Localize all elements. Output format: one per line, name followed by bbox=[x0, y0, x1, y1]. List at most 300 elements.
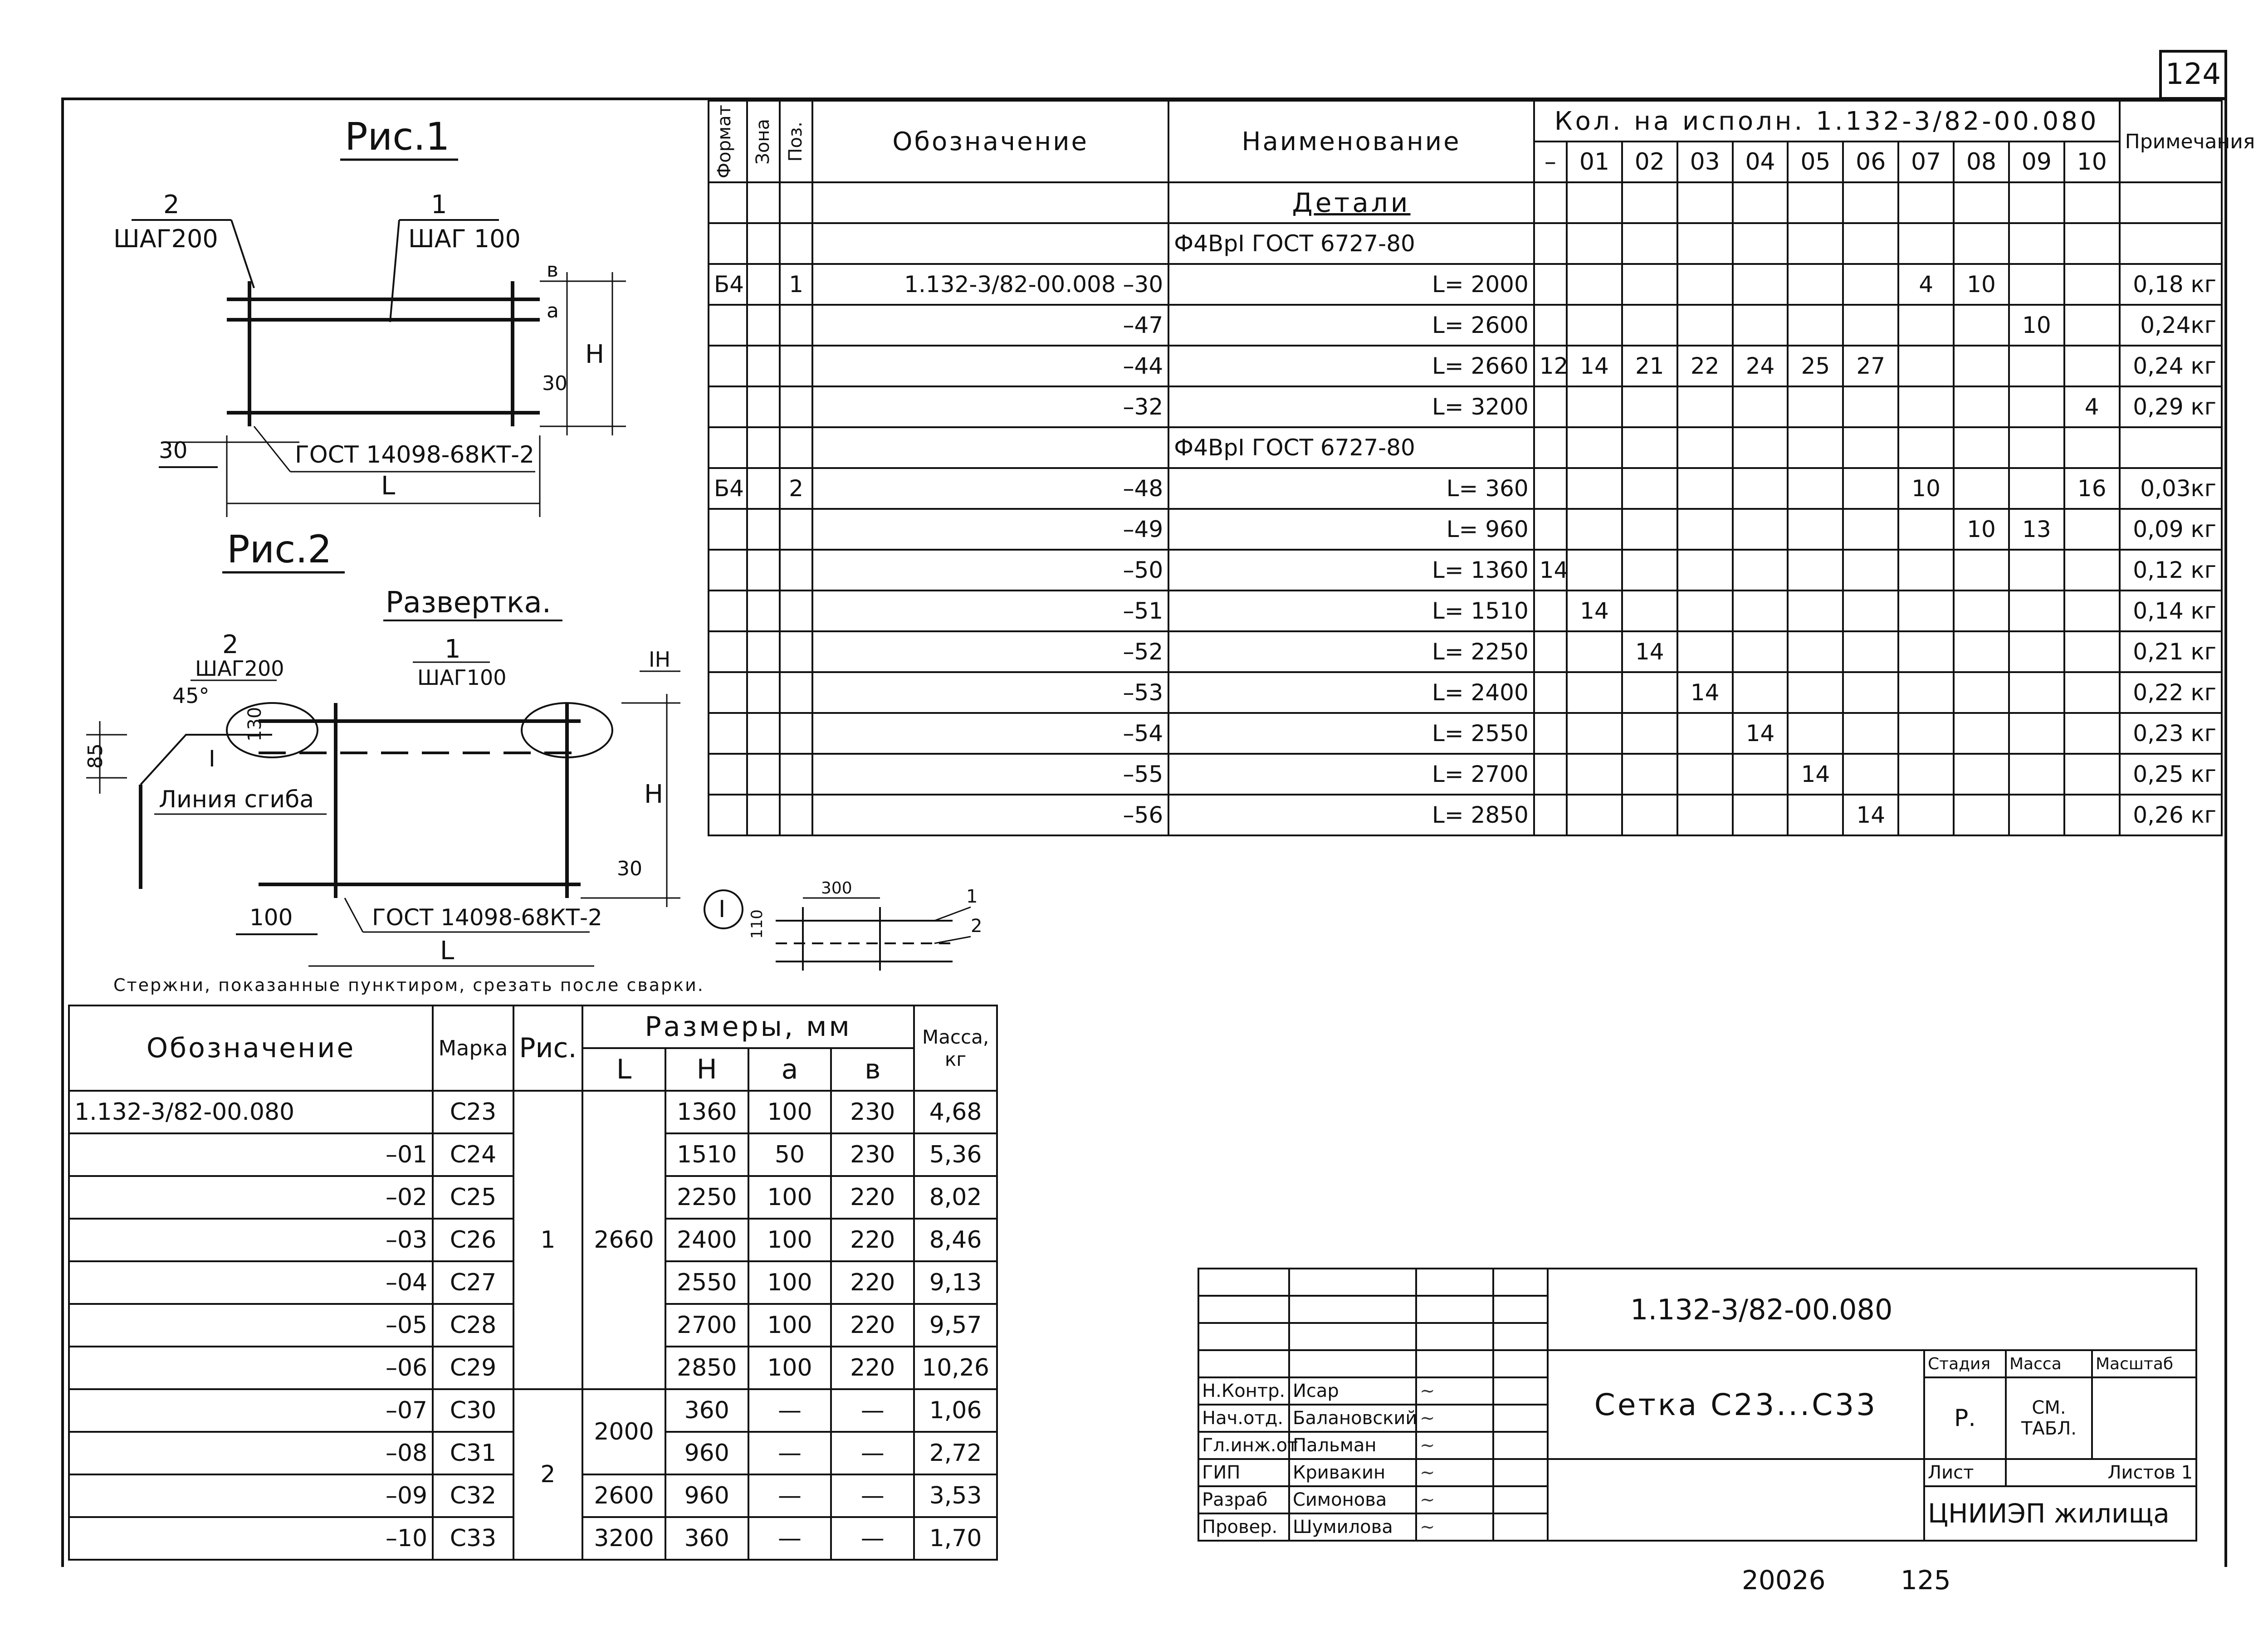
spec-qty-cell bbox=[1622, 305, 1677, 346]
variant-header: 07 bbox=[1898, 142, 1954, 182]
spec-pos-cell bbox=[780, 509, 812, 550]
spec-qty-cell bbox=[1534, 264, 1567, 305]
spec-qty-cell bbox=[1954, 713, 2009, 754]
fig2-dim-100: 100 bbox=[249, 904, 293, 931]
spec-qty-cell bbox=[1534, 305, 1567, 346]
spec-row bbox=[709, 509, 2222, 550]
sheets-label: Листов 1 bbox=[2006, 1459, 2196, 1486]
spec-qty-cell bbox=[1567, 550, 1622, 591]
sizes-b-cell: 220 bbox=[831, 1304, 914, 1347]
spec-qty-cell: 10 bbox=[1954, 509, 2009, 550]
signature-0: ~ bbox=[1416, 1377, 1493, 1405]
spec-qty-cell bbox=[2064, 550, 2120, 591]
fig2-mark-i: I bbox=[209, 746, 215, 772]
sizes-fig-cell: 1 bbox=[513, 1091, 582, 1389]
sizes-mark-cell: С25 bbox=[433, 1176, 513, 1219]
spec-note-cell: 0,22 кг bbox=[2120, 672, 2222, 713]
sizes-b-cell: 230 bbox=[831, 1133, 914, 1176]
sizes-a-cell: 100 bbox=[748, 1176, 831, 1219]
spec-qty-cell bbox=[1788, 631, 1843, 672]
spec-qty-cell bbox=[1898, 631, 1954, 672]
sheet-label: Лист bbox=[1924, 1459, 2006, 1486]
spec-qty-cell bbox=[1733, 264, 1788, 305]
spec-zone-cell bbox=[747, 386, 780, 427]
title-block bbox=[1198, 1268, 2197, 1542]
sizes-header-fig: Рис. bbox=[513, 1005, 582, 1091]
spec-note-cell bbox=[2120, 427, 2222, 468]
sizes-a-cell: — bbox=[748, 1389, 831, 1432]
spec-qty-cell bbox=[2064, 264, 2120, 305]
spec-qty-cell bbox=[1677, 386, 1733, 427]
spec-header-format: Формат bbox=[709, 101, 747, 182]
spec-format-cell bbox=[709, 346, 747, 386]
spec-note-cell: 0,03кг bbox=[2120, 468, 2222, 509]
spec-note-cell: 0,26 кг bbox=[2120, 795, 2222, 835]
spec-header-qty: Кол. на исполн. 1.132-3/82-00.080 bbox=[1534, 101, 2120, 142]
spec-qty-cell bbox=[2009, 672, 2064, 713]
spec-qty-cell bbox=[1954, 550, 2009, 591]
spec-name-cell: Ф4ВрI ГОСТ 6727-80 bbox=[1168, 223, 1534, 264]
spec-qty-cell: 13 bbox=[2009, 509, 2064, 550]
spec-zone-cell bbox=[747, 754, 780, 795]
spec-qty-cell bbox=[1843, 713, 1898, 754]
sizes-mark-cell: С31 bbox=[433, 1432, 513, 1474]
spec-qty-cell bbox=[1954, 754, 2009, 795]
spec-pos-cell bbox=[780, 754, 812, 795]
spec-qty-cell bbox=[1567, 305, 1622, 346]
spec-qty-cell: 24 bbox=[1733, 346, 1788, 386]
person-name-3: Кривакин bbox=[1289, 1459, 1416, 1486]
spec-qty-cell: 14 bbox=[1567, 346, 1622, 386]
sizes-mass-cell: 10,26 bbox=[914, 1347, 997, 1389]
spec-pos-cell bbox=[780, 795, 812, 835]
sizes-header-designation: Обозначение bbox=[69, 1005, 433, 1091]
sizes-designation-cell: –10 bbox=[69, 1517, 433, 1560]
spec-qty-cell bbox=[1954, 386, 2009, 427]
spec-qty-cell bbox=[1843, 591, 1898, 631]
sizes-a-cell: 100 bbox=[748, 1304, 831, 1347]
signature-4: ~ bbox=[1416, 1486, 1493, 1513]
signature-3: ~ bbox=[1416, 1459, 1493, 1486]
spec-qty-cell bbox=[1954, 631, 2009, 672]
signature-2: ~ bbox=[1416, 1432, 1493, 1459]
sizes-header-a: а bbox=[748, 1048, 831, 1091]
spec-name-cell: L= 2400 bbox=[1168, 672, 1534, 713]
spec-qty-cell bbox=[1677, 591, 1733, 631]
fig1-label-1: 1 bbox=[431, 190, 447, 220]
spec-qty-cell bbox=[1954, 182, 2009, 223]
spec-name-cell: Детали bbox=[1168, 182, 1534, 223]
fig1-step-2: ШАГ200 bbox=[113, 225, 218, 253]
sizes-mark-cell: С26 bbox=[433, 1219, 513, 1261]
sizes-b-cell: 230 bbox=[831, 1091, 914, 1133]
spec-format-cell bbox=[709, 509, 747, 550]
spec-note-cell: 0,24 кг bbox=[2120, 346, 2222, 386]
spec-qty-cell: 22 bbox=[1677, 346, 1733, 386]
fig1-dim-30: 30 bbox=[542, 372, 567, 395]
sizes-mass-cell: 5,36 bbox=[914, 1133, 997, 1176]
organization: ЦНИИЭП жилища bbox=[1924, 1486, 2196, 1541]
spec-qty-cell bbox=[1954, 468, 2009, 509]
spec-qty-cell bbox=[1677, 795, 1733, 835]
figure-1 bbox=[82, 109, 708, 540]
variant-header: 05 bbox=[1788, 142, 1843, 182]
spec-qty-cell bbox=[1622, 550, 1677, 591]
spec-row bbox=[709, 182, 2222, 223]
sizes-mass-cell: 3,53 bbox=[914, 1474, 997, 1517]
spec-row bbox=[709, 346, 2222, 386]
fig1-dim-l: L bbox=[381, 471, 396, 501]
sizes-h-cell: 960 bbox=[665, 1474, 748, 1517]
fig2-title: Рис.2 bbox=[227, 527, 332, 571]
sizes-h-cell: 2550 bbox=[665, 1261, 748, 1304]
spec-qty-cell bbox=[1622, 427, 1677, 468]
fig2-dim-l: L bbox=[440, 936, 455, 966]
spec-qty-cell bbox=[1843, 223, 1898, 264]
spec-row bbox=[709, 427, 2222, 468]
spec-qty-cell bbox=[1534, 427, 1567, 468]
spec-qty-cell bbox=[1622, 509, 1677, 550]
spec-qty-cell bbox=[1898, 509, 1954, 550]
spec-qty-cell bbox=[1954, 795, 2009, 835]
sizes-mass-cell: 1,06 bbox=[914, 1389, 997, 1432]
spec-row bbox=[709, 223, 2222, 264]
variant-header: 01 bbox=[1567, 142, 1622, 182]
spec-format-cell bbox=[709, 427, 747, 468]
spec-zone-cell bbox=[747, 264, 780, 305]
spec-designation-cell: –44 bbox=[812, 346, 1168, 386]
spec-designation-cell: –56 bbox=[812, 795, 1168, 835]
spec-qty-cell: 10 bbox=[2009, 305, 2064, 346]
fig1-dim-a: а bbox=[547, 299, 559, 322]
spec-designation-cell: –52 bbox=[812, 631, 1168, 672]
role-1: Нач.отд. bbox=[1198, 1405, 1289, 1432]
spec-qty-cell bbox=[1843, 427, 1898, 468]
sizes-mark-cell: С30 bbox=[433, 1389, 513, 1432]
fig2-dim-130: 130 bbox=[244, 707, 265, 742]
spec-qty-cell bbox=[1788, 223, 1843, 264]
spec-pos-cell bbox=[780, 223, 812, 264]
spec-qty-cell bbox=[1843, 468, 1898, 509]
spec-qty-cell bbox=[1622, 713, 1677, 754]
person-name-0: Исар bbox=[1289, 1377, 1416, 1405]
spec-qty-cell bbox=[1622, 468, 1677, 509]
spec-qty-cell bbox=[1534, 223, 1567, 264]
spec-name-cell: L= 1360 bbox=[1168, 550, 1534, 591]
spec-designation-cell bbox=[812, 182, 1168, 223]
spec-designation-cell: –55 bbox=[812, 754, 1168, 795]
fig2-mark-ih: IН bbox=[649, 647, 671, 672]
spec-qty-cell bbox=[1534, 795, 1567, 835]
spec-qty-cell bbox=[1733, 468, 1788, 509]
spec-qty-cell bbox=[1733, 550, 1788, 591]
spec-qty-cell bbox=[1677, 713, 1733, 754]
spec-qty-cell: 16 bbox=[2064, 468, 2120, 509]
doc-code: 1.132-3/82-00.080 bbox=[1548, 1269, 2196, 1350]
spec-qty-cell bbox=[1733, 386, 1788, 427]
spec-qty-cell bbox=[1788, 427, 1843, 468]
spec-qty-cell bbox=[1677, 550, 1733, 591]
spec-name-cell: L= 3200 bbox=[1168, 386, 1534, 427]
spec-row bbox=[709, 672, 2222, 713]
spec-note-cell: 0,12 кг bbox=[2120, 550, 2222, 591]
sizes-designation-cell: 1.132-3/82-00.080 bbox=[69, 1091, 433, 1133]
spec-qty-cell bbox=[1843, 305, 1898, 346]
spec-format-cell bbox=[709, 223, 747, 264]
spec-qty-cell bbox=[1788, 468, 1843, 509]
spec-name-cell: L= 360 bbox=[1168, 468, 1534, 509]
sizes-a-cell: 100 bbox=[748, 1219, 831, 1261]
sizes-b-cell: — bbox=[831, 1474, 914, 1517]
spec-qty-cell bbox=[2064, 182, 2120, 223]
spec-note-cell: 0,29 кг bbox=[2120, 386, 2222, 427]
variant-header: 03 bbox=[1677, 142, 1733, 182]
fig2-step-2: ШАГ200 bbox=[195, 656, 284, 681]
sizes-h-cell: 2250 bbox=[665, 1176, 748, 1219]
sizes-mass-cell: 1,70 bbox=[914, 1517, 997, 1560]
spec-qty-cell bbox=[1622, 182, 1677, 223]
fig2-subtitle: Развертка. bbox=[386, 586, 552, 620]
spec-format-cell: Б4 bbox=[709, 468, 747, 509]
sheet-title: Сетка С23...С33 bbox=[1548, 1350, 1924, 1459]
spec-qty-cell bbox=[1954, 305, 2009, 346]
spec-qty-cell bbox=[2009, 427, 2064, 468]
spec-row bbox=[709, 754, 2222, 795]
spec-qty-cell bbox=[1677, 182, 1733, 223]
spec-zone-cell bbox=[747, 427, 780, 468]
spec-qty-cell bbox=[1843, 264, 1898, 305]
sizes-header-l: L bbox=[582, 1048, 665, 1091]
spec-qty-cell bbox=[1954, 346, 2009, 386]
sizes-mark-cell: С28 bbox=[433, 1304, 513, 1347]
spec-qty-cell bbox=[1898, 795, 1954, 835]
role-2: Гл.инж.от bbox=[1198, 1432, 1289, 1459]
spec-header-designation: Обозначение bbox=[812, 101, 1168, 182]
person-name-1: Балановский bbox=[1289, 1405, 1416, 1432]
fig1-label-2: 2 bbox=[163, 190, 180, 220]
sizes-table bbox=[68, 1005, 998, 1561]
fig2-angle: 45° bbox=[172, 683, 210, 708]
spec-qty-cell bbox=[1843, 550, 1898, 591]
spec-qty-cell bbox=[1677, 427, 1733, 468]
spec-qty-cell bbox=[1788, 550, 1843, 591]
spec-qty-cell: 14 bbox=[1534, 550, 1567, 591]
spec-qty-cell bbox=[1567, 182, 1622, 223]
sizes-row bbox=[69, 1091, 997, 1133]
spec-qty-cell bbox=[1788, 182, 1843, 223]
spec-qty-cell bbox=[1567, 264, 1622, 305]
spec-note-cell: 0,18 кг bbox=[2120, 264, 2222, 305]
sizes-designation-cell: –07 bbox=[69, 1389, 433, 1432]
spec-zone-cell bbox=[747, 182, 780, 223]
spec-zone-cell bbox=[747, 223, 780, 264]
sizes-h-cell: 2700 bbox=[665, 1304, 748, 1347]
signature-5: ~ bbox=[1416, 1513, 1493, 1541]
mass-label: Масса bbox=[2006, 1350, 2092, 1377]
spec-qty-cell bbox=[1622, 386, 1677, 427]
spec-qty-cell bbox=[1677, 305, 1733, 346]
spec-row bbox=[709, 550, 2222, 591]
spec-qty-cell: 14 bbox=[1788, 754, 1843, 795]
spec-qty-cell bbox=[1843, 631, 1898, 672]
sizes-l-cell: 3200 bbox=[582, 1517, 665, 1560]
sizes-a-cell: — bbox=[748, 1474, 831, 1517]
spec-row bbox=[709, 468, 2222, 509]
spec-qty-cell bbox=[1898, 713, 1954, 754]
fig2-label-1: 1 bbox=[445, 634, 461, 664]
spec-qty-cell bbox=[1898, 591, 1954, 631]
spec-name-cell: L= 1510 bbox=[1168, 591, 1534, 631]
variant-header: 04 bbox=[1733, 142, 1788, 182]
spec-format-cell bbox=[709, 672, 747, 713]
spec-note-cell: 0,23 кг bbox=[2120, 713, 2222, 754]
detail-i bbox=[699, 880, 1016, 998]
sizes-b-cell: — bbox=[831, 1517, 914, 1560]
spec-qty-cell: 14 bbox=[1622, 631, 1677, 672]
spec-format-cell bbox=[709, 305, 747, 346]
spec-qty-cell bbox=[1954, 591, 2009, 631]
spec-qty-cell bbox=[1788, 264, 1843, 305]
spec-note-cell: 0,25 кг bbox=[2120, 754, 2222, 795]
spec-designation-cell: –54 bbox=[812, 713, 1168, 754]
spec-designation-cell: –51 bbox=[812, 591, 1168, 631]
spec-qty-cell bbox=[1898, 427, 1954, 468]
cut-note: Стержни, показанные пунктиром, срезать после сварки. bbox=[113, 975, 704, 995]
spec-name-cell: L= 2700 bbox=[1168, 754, 1534, 795]
sizes-a-cell: 50 bbox=[748, 1133, 831, 1176]
sizes-h-cell: 960 bbox=[665, 1432, 748, 1474]
spec-qty-cell bbox=[1534, 468, 1567, 509]
sizes-h-cell: 1510 bbox=[665, 1133, 748, 1176]
spec-qty-cell bbox=[1733, 754, 1788, 795]
spec-qty-cell: 12 bbox=[1534, 346, 1567, 386]
spec-pos-cell: 2 bbox=[780, 468, 812, 509]
spec-qty-cell bbox=[1843, 672, 1898, 713]
spec-qty-cell bbox=[1898, 346, 1954, 386]
spec-qty-cell bbox=[1898, 305, 1954, 346]
spec-format-cell: Б4 bbox=[709, 264, 747, 305]
spec-qty-cell bbox=[2064, 631, 2120, 672]
spec-header-notes: Примечания bbox=[2120, 101, 2222, 182]
sizes-designation-cell: –04 bbox=[69, 1261, 433, 1304]
spec-designation-cell: –47 bbox=[812, 305, 1168, 346]
variant-header: – bbox=[1534, 142, 1567, 182]
fig1-dim-30-left: 30 bbox=[159, 437, 188, 464]
sizes-header-mark: Марка bbox=[433, 1005, 513, 1091]
spec-qty-cell bbox=[1733, 182, 1788, 223]
sizes-header-mass: Масса, кг bbox=[914, 1005, 997, 1091]
sizes-mass-cell: 8,46 bbox=[914, 1219, 997, 1261]
sizes-mass-cell: 4,68 bbox=[914, 1091, 997, 1133]
spec-qty-cell bbox=[2009, 223, 2064, 264]
spec-qty-cell: 14 bbox=[1733, 713, 1788, 754]
spec-qty-cell: 21 bbox=[1622, 346, 1677, 386]
spec-qty-cell bbox=[1567, 427, 1622, 468]
fig2-step-1: ШАГ100 bbox=[417, 665, 507, 690]
spec-pos-cell bbox=[780, 550, 812, 591]
sizes-mark-cell: С24 bbox=[433, 1133, 513, 1176]
fig2-dim-h: Н bbox=[644, 780, 664, 809]
sizes-header-b: в bbox=[831, 1048, 914, 1091]
specification-table bbox=[708, 100, 2255, 836]
figure-2 bbox=[82, 522, 717, 975]
spec-note-cell bbox=[2120, 223, 2222, 264]
spec-zone-cell bbox=[747, 346, 780, 386]
sizes-h-cell: 2400 bbox=[665, 1219, 748, 1261]
spec-qty-cell bbox=[1788, 591, 1843, 631]
mass-value: СМ. ТАБЛ. bbox=[2006, 1377, 2092, 1459]
spec-zone-cell bbox=[747, 672, 780, 713]
spec-pos-cell bbox=[780, 305, 812, 346]
spec-qty-cell bbox=[1567, 386, 1622, 427]
spec-qty-cell bbox=[1534, 182, 1567, 223]
sizes-mass-cell: 8,02 bbox=[914, 1176, 997, 1219]
spec-name-cell: L= 2550 bbox=[1168, 713, 1534, 754]
spec-qty-cell bbox=[1534, 591, 1567, 631]
fig2-label-2: 2 bbox=[222, 630, 239, 659]
sizes-a-cell: — bbox=[748, 1517, 831, 1560]
spec-name-cell: L= 2850 bbox=[1168, 795, 1534, 835]
spec-pos-cell bbox=[780, 713, 812, 754]
sizes-l-cell: 2000 bbox=[582, 1389, 665, 1474]
spec-qty-cell bbox=[1677, 754, 1733, 795]
spec-qty-cell bbox=[2064, 713, 2120, 754]
spec-qty-cell bbox=[1898, 386, 1954, 427]
spec-zone-cell bbox=[747, 713, 780, 754]
detail-i-label-2: 2 bbox=[971, 916, 982, 937]
sheet-number: 124 bbox=[2165, 58, 2221, 91]
spec-qty-cell bbox=[1898, 550, 1954, 591]
spec-designation-cell: –49 bbox=[812, 509, 1168, 550]
signature-1: ~ bbox=[1416, 1405, 1493, 1432]
spec-format-cell bbox=[709, 631, 747, 672]
spec-qty-cell bbox=[1567, 223, 1622, 264]
spec-qty-cell bbox=[1534, 713, 1567, 754]
spec-qty-cell bbox=[2064, 427, 2120, 468]
detail-i-mark: I bbox=[719, 896, 726, 923]
sizes-mark-cell: С33 bbox=[433, 1517, 513, 1560]
spec-qty-cell: 14 bbox=[1567, 591, 1622, 631]
spec-qty-cell bbox=[1898, 223, 1954, 264]
sizes-mass-cell: 9,13 bbox=[914, 1261, 997, 1304]
sizes-mass-cell: 2,72 bbox=[914, 1432, 997, 1474]
sizes-l-cell: 2660 bbox=[582, 1091, 665, 1389]
spec-zone-cell bbox=[747, 509, 780, 550]
spec-qty-cell: 10 bbox=[1954, 264, 2009, 305]
spec-qty-cell bbox=[1954, 672, 2009, 713]
spec-qty-cell bbox=[1534, 672, 1567, 713]
fig1-dim-h: Н bbox=[585, 340, 605, 369]
spec-format-cell bbox=[709, 795, 747, 835]
spec-row bbox=[709, 795, 2222, 835]
spec-pos-cell: 1 bbox=[780, 264, 812, 305]
detail-i-dim-110: 110 bbox=[748, 909, 766, 939]
sizes-b-cell: — bbox=[831, 1432, 914, 1474]
spec-zone-cell bbox=[747, 550, 780, 591]
spec-pos-cell bbox=[780, 591, 812, 631]
spec-pos-cell bbox=[780, 386, 812, 427]
spec-qty-cell bbox=[1567, 468, 1622, 509]
spec-qty-cell bbox=[1898, 182, 1954, 223]
spec-qty-cell bbox=[1677, 223, 1733, 264]
sizes-h-cell: 2850 bbox=[665, 1347, 748, 1389]
spec-qty-cell bbox=[1788, 509, 1843, 550]
person-name-2: Пальман bbox=[1289, 1432, 1416, 1459]
scale-label: Масштаб bbox=[2092, 1350, 2196, 1377]
sizes-h-cell: 1360 bbox=[665, 1091, 748, 1133]
variant-header: 06 bbox=[1843, 142, 1898, 182]
spec-qty-cell bbox=[1622, 591, 1677, 631]
